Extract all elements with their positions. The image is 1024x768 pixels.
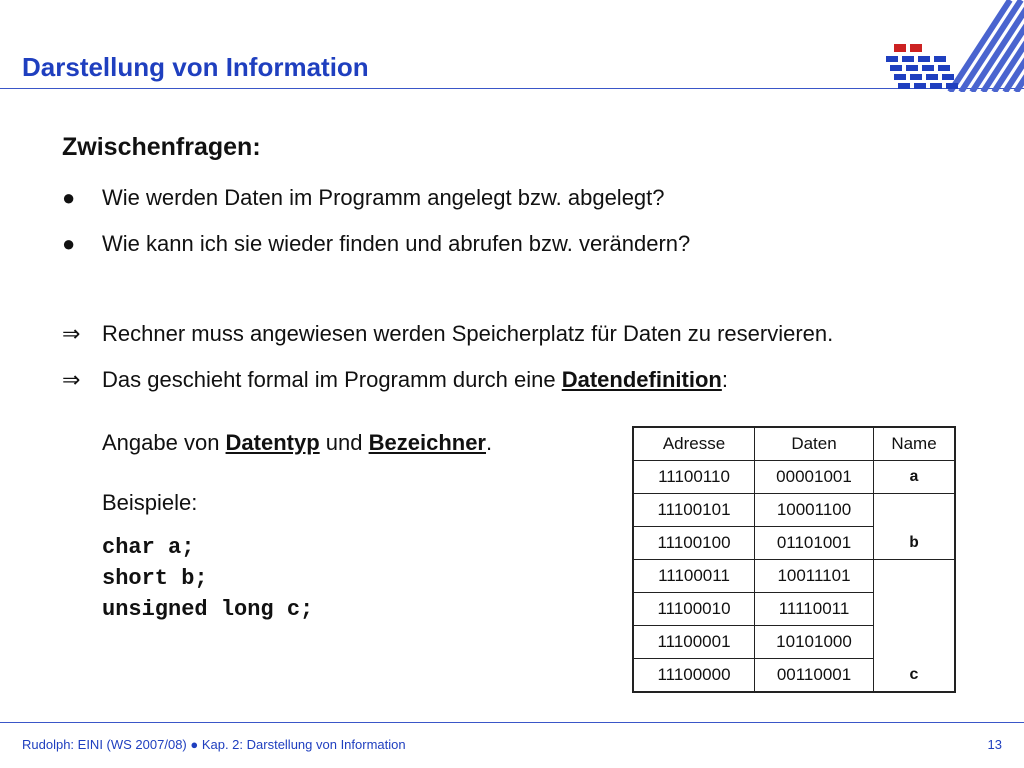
- table-row: [633, 461, 955, 494]
- data-cell: 01101001: [755, 527, 874, 560]
- data-cell: 00001001: [755, 461, 874, 494]
- data-cell: 10101000: [755, 626, 874, 659]
- name-cell: a: [874, 461, 956, 494]
- bullet-item-1: [62, 185, 665, 211]
- angabe-line: Angabe von Datentyp und Bezeichner.: [102, 430, 493, 455]
- data-cell: 00110001: [755, 659, 874, 693]
- page-number: 13: [987, 737, 1002, 752]
- data-cell: 10001100: [755, 494, 874, 527]
- bullet-text: Wie werden Daten im Programm angelegt bzw. abgelegt?: [102, 185, 665, 210]
- page-title: Darstellung von Information: [22, 52, 369, 82]
- column-header-address: Adresse: [633, 427, 755, 461]
- term-datendefinition: Datendefinition: [561, 367, 722, 392]
- name-cell: c: [874, 659, 956, 693]
- table-row: [633, 494, 955, 527]
- term-datentyp: Datentyp: [225, 430, 320, 455]
- bullet-icon: ●: [62, 231, 76, 256]
- code-line: char a;: [102, 535, 195, 560]
- footer-divider: [0, 722, 1024, 723]
- name-cell: [874, 593, 956, 626]
- table-row: [633, 593, 955, 626]
- table-header-row: [633, 427, 955, 461]
- address-cell: 11100011: [633, 560, 755, 593]
- address-cell: 11100001: [633, 626, 755, 659]
- table-row: [633, 659, 955, 693]
- implies-arrow-icon: ⇒: [62, 367, 81, 392]
- header-divider: [0, 88, 1024, 89]
- bullet-item-2: [62, 231, 690, 257]
- code-line: short b;: [102, 566, 208, 591]
- name-cell: [874, 560, 956, 593]
- data-cell: 11110011: [755, 593, 874, 626]
- memory-table: [632, 426, 956, 693]
- address-cell: 11100110: [633, 461, 755, 494]
- column-header-name: Name: [874, 427, 956, 461]
- implication-2: [62, 367, 728, 393]
- table-row: [633, 560, 955, 593]
- name-cell: b: [874, 527, 956, 560]
- university-logo-icon: [880, 0, 1024, 92]
- address-cell: 11100100: [633, 527, 755, 560]
- implication-text: Rechner muss angewiesen werden Speicherplatz für Daten zu reservieren.: [102, 321, 834, 346]
- name-cell: [874, 494, 956, 527]
- code-example: [102, 532, 313, 625]
- code-line: unsigned long c;: [102, 597, 314, 622]
- footer-text: Rudolph: EINI (WS 2007/08) ● Kap. 2: Darstellung von Information: [22, 737, 406, 752]
- term-bezeichner: Bezeichner: [368, 430, 486, 455]
- table-row: [633, 626, 955, 659]
- data-cell: 10011101: [755, 560, 874, 593]
- implies-arrow-icon: ⇒: [62, 321, 81, 346]
- implication-text: Das geschieht formal im Programm durch eine Datendefinition:: [102, 367, 728, 392]
- name-cell: [874, 626, 956, 659]
- table-row: [633, 527, 955, 560]
- implication-1: [62, 321, 833, 347]
- address-cell: 11100010: [633, 593, 755, 626]
- section-heading: Zwischenfragen:: [62, 133, 261, 161]
- address-cell: 11100000: [633, 659, 755, 693]
- column-header-data: Daten: [755, 427, 874, 461]
- address-cell: 11100101: [633, 494, 755, 527]
- bullet-icon: ●: [62, 185, 76, 210]
- bullet-text: Wie kann ich sie wieder finden und abrufen bzw. verändern?: [102, 231, 691, 256]
- beispiele-label: Beispiele:: [102, 490, 198, 515]
